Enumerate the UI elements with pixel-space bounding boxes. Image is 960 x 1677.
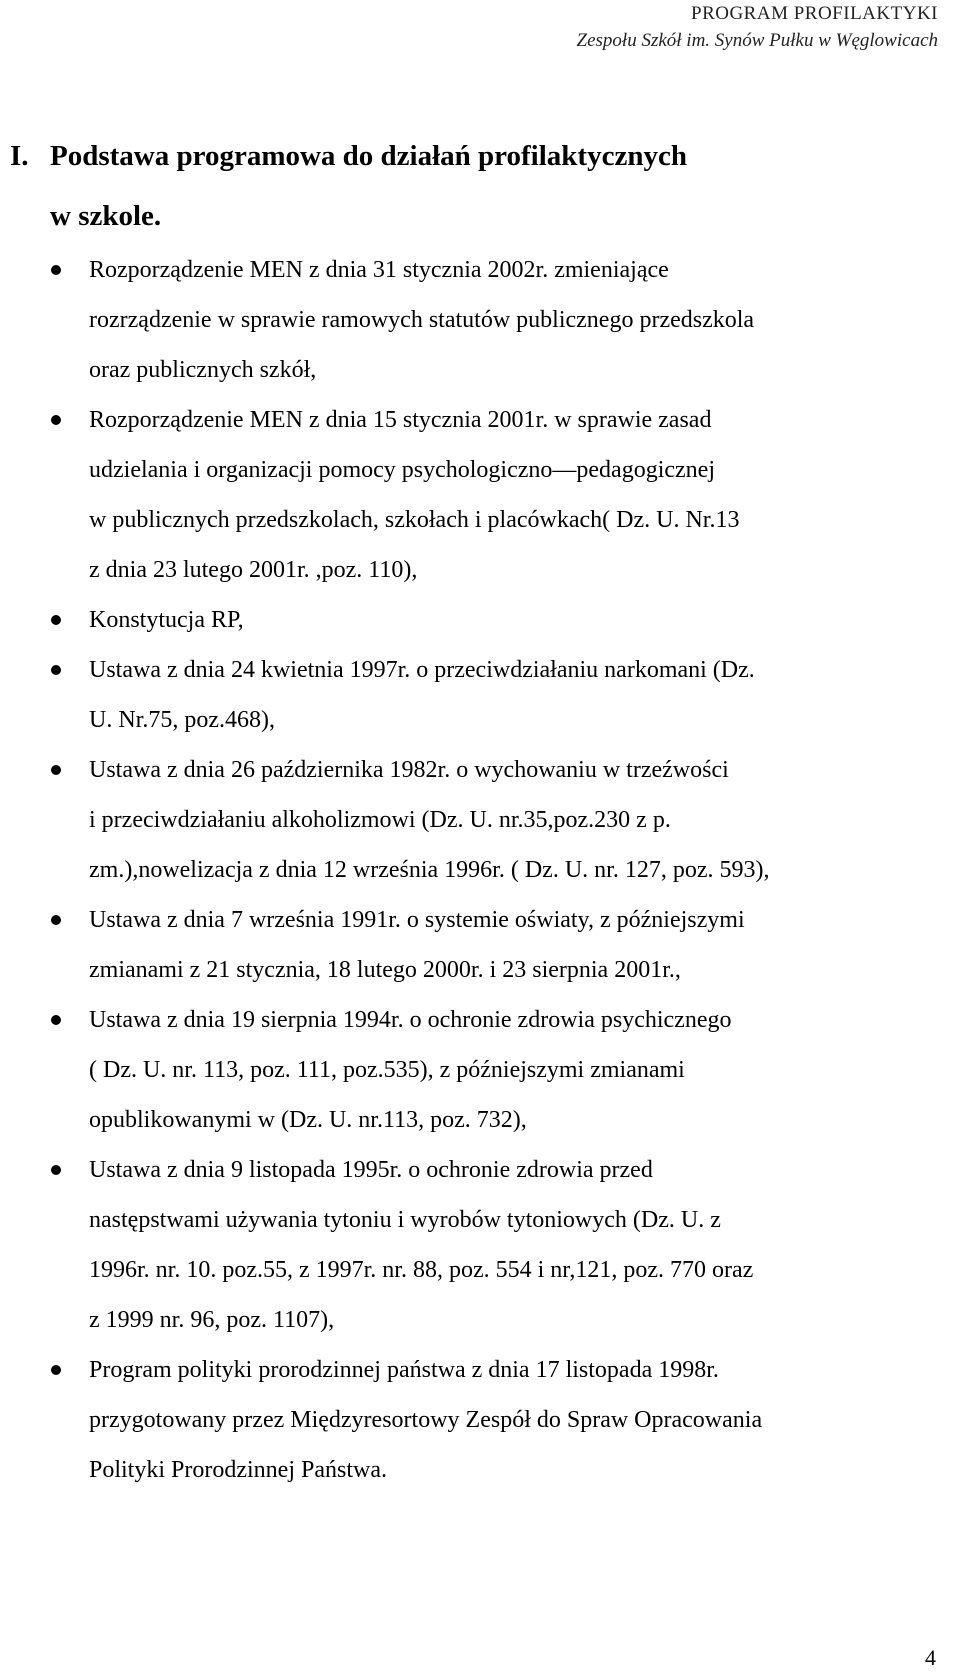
section-heading-line1	[10, 126, 890, 186]
bullet-icon	[51, 265, 61, 275]
legal-basis-list	[0, 245, 950, 1495]
legal-basis-line: i przeciwdziałaniu alkoholizmowi (Dz. U. nr.35,poz.230 z p.	[89, 807, 671, 833]
legal-basis-line: Rozporządzenie MEN z dnia 15 stycznia 2001r. w sprawie zasad	[89, 407, 712, 433]
legal-basis-line: przygotowany przez Międzyresortowy Zespół do Spraw Opracowania	[89, 1407, 763, 1433]
legal-basis-line: udzielania i organizacji pomocy psychologiczno—pedagogicznej	[89, 457, 716, 483]
legal-basis-item	[0, 395, 950, 595]
legal-basis-line: Ustawa z dnia 7 września 1991r. o systemie oświaty, z późniejszymi	[89, 907, 745, 933]
legal-basis-line: Konstytucja RP,	[89, 607, 244, 633]
bullet-icon	[51, 1365, 61, 1375]
legal-basis-line: Rozporządzenie MEN z dnia 31 stycznia 2002r. zmieniające	[89, 257, 669, 283]
section-title-text: Podstawa programowa do działań profilaktycznych	[50, 140, 687, 172]
running-header	[577, 0, 938, 54]
legal-basis-line: z dnia 23 lutego 2001r. ,poz. 110),	[89, 557, 418, 583]
legal-basis-line: Program polityki prorodzinnej państwa z dnia 17 listopada 1998r.	[89, 1357, 719, 1383]
bullet-icon	[51, 665, 61, 675]
legal-basis-item	[0, 745, 950, 895]
bullet-icon	[51, 765, 61, 775]
bullet-icon	[51, 1165, 61, 1175]
legal-basis-line: następstwami używania tytoniu i wyrobów tytoniowych (Dz. U. z	[89, 1207, 721, 1233]
legal-basis-item	[0, 245, 950, 395]
legal-basis-item	[0, 895, 950, 995]
legal-basis-line: zmianami z 21 stycznia, 18 lutego 2000r. i 23 sierpnia 2001r.,	[89, 957, 681, 983]
legal-basis-line: ( Dz. U. nr. 113, poz. 111, poz.535), z późniejszymi zmianami	[89, 1057, 685, 1083]
legal-basis-line: Ustawa z dnia 26 października 1982r. o wychowaniu w trzeźwości	[89, 757, 729, 783]
legal-basis-line: opublikowanymi w (Dz. U. nr.113, poz. 732),	[89, 1107, 527, 1133]
bullet-icon	[51, 915, 61, 925]
header-program-title: PROGRAM PROFILAKTYKI	[691, 3, 938, 24]
page-number: 4	[925, 1645, 936, 1670]
legal-basis-item	[0, 1145, 950, 1345]
bullet-icon	[51, 615, 61, 625]
legal-basis-line: Ustawa z dnia 19 sierpnia 1994r. o ochronie zdrowia psychicznego	[89, 1007, 732, 1033]
legal-basis-line: 1996r. nr. 10. poz.55, z 1997r. nr. 88, poz. 554 i nr,121, poz. 770 oraz	[89, 1257, 754, 1283]
legal-basis-line: Ustawa z dnia 24 kwietnia 1997r. o przeciwdziałaniu narkomani (Dz.	[89, 657, 755, 683]
legal-basis-line: Ustawa z dnia 9 listopada 1995r. o ochronie zdrowia przed	[89, 1157, 653, 1183]
legal-basis-line: z 1999 nr. 96, poz. 1107),	[89, 1307, 335, 1333]
legal-basis-item	[0, 645, 950, 745]
legal-basis-line: U. Nr.75, poz.468),	[89, 707, 275, 733]
legal-basis-item	[0, 1345, 950, 1495]
legal-basis-line: w publicznych przedszkolach, szkołach i placówkach( Dz. U. Nr.13	[89, 507, 740, 533]
section-heading-line2: w szkole.	[50, 200, 162, 232]
legal-basis-line: Polityki Prorodzinnej Państwa.	[89, 1457, 387, 1483]
bullet-icon	[51, 415, 61, 425]
legal-basis-line: oraz publicznych szkół,	[89, 357, 317, 383]
section-number: I.	[10, 140, 29, 172]
legal-basis-item	[0, 595, 950, 645]
section-heading	[10, 126, 890, 246]
legal-basis-line: zm.),nowelizacja z dnia 12 września 1996r. ( Dz. U. nr. 127, poz. 593),	[89, 857, 770, 883]
legal-basis-line: rozrządzenie w sprawie ramowych statutów publicznego przedszkola	[89, 307, 755, 333]
bullet-icon	[51, 1015, 61, 1025]
legal-basis-item	[0, 995, 950, 1145]
header-school-name: Zespołu Szkół im. Synów Pułku w Węglowicach	[576, 30, 938, 51]
